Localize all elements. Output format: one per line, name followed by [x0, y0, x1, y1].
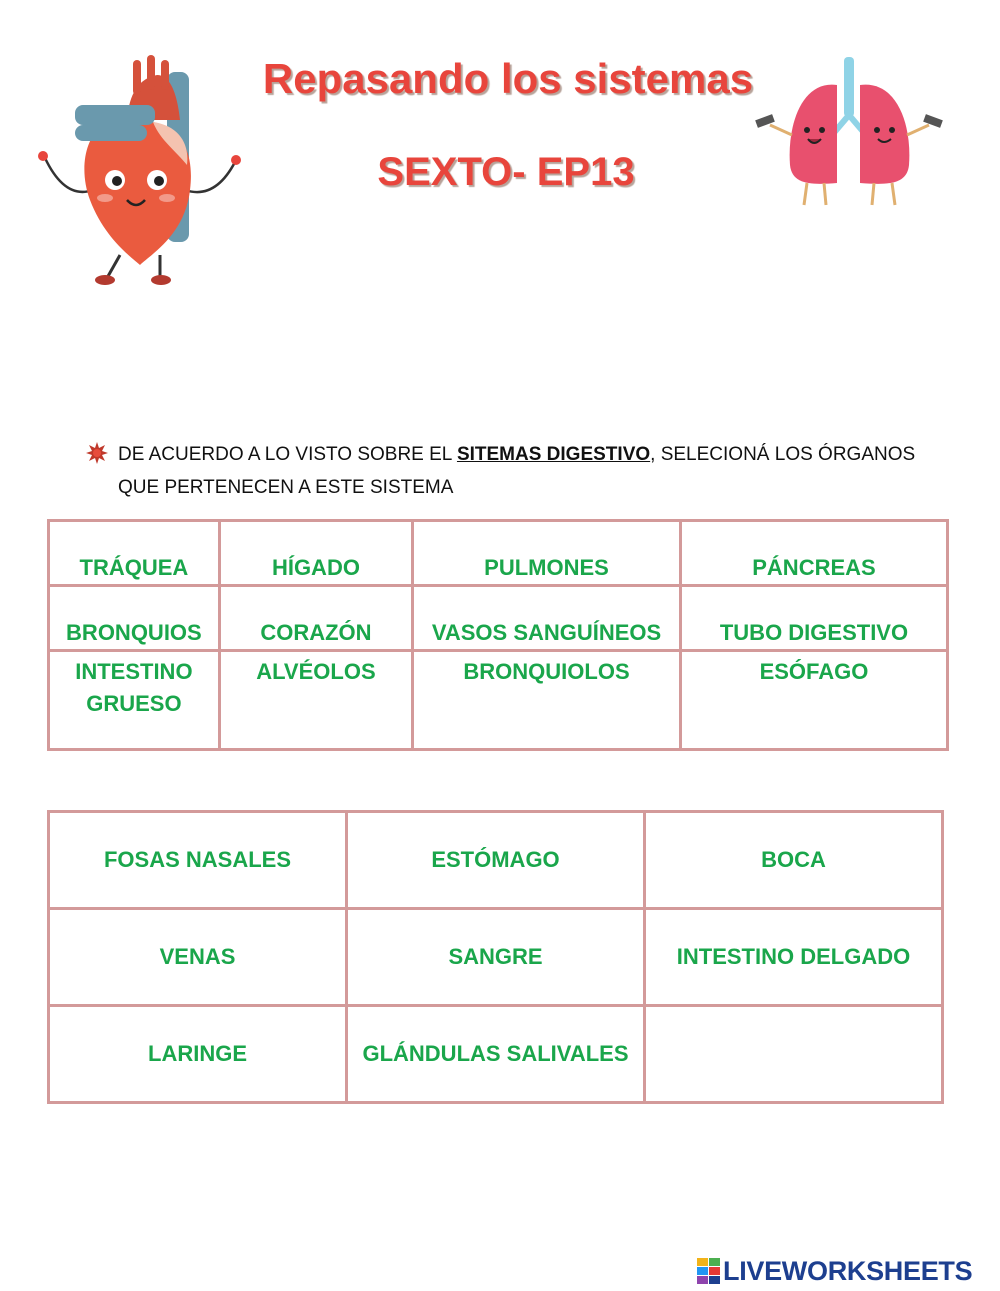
- options-table-2: [47, 810, 944, 1104]
- starburst-icon: [86, 442, 108, 464]
- option-cell[interactable]: BRONQUIOLOS: [413, 651, 681, 750]
- option-cell[interactable]: SANGRE: [347, 909, 645, 1006]
- option-cell[interactable]: INTESTINO DELGADO: [645, 909, 943, 1006]
- logo-text: LIVEWORKSHEETS: [723, 1255, 973, 1286]
- option-cell[interactable]: VENAS: [49, 909, 347, 1006]
- option-cell[interactable]: BRONQUIOS: [49, 586, 220, 651]
- worksheet-title: Repasando los sistemas: [262, 55, 754, 102]
- option-cell[interactable]: CORAZÓN: [219, 586, 412, 651]
- option-cell[interactable]: PÁNCREAS: [680, 521, 947, 586]
- option-cell[interactable]: ALVÉOLOS: [219, 651, 412, 750]
- option-cell[interactable]: VASOS SANGUÍNEOS: [413, 586, 681, 651]
- option-cell[interactable]: HÍGADO: [219, 521, 412, 586]
- option-cell[interactable]: BOCA: [645, 812, 943, 909]
- option-cell[interactable]: ESÓFAGO: [680, 651, 947, 750]
- option-cell[interactable]: ESTÓMAGO: [347, 812, 645, 909]
- option-cell[interactable]: TUBO DIGESTIVO: [680, 586, 947, 651]
- liveworksheets-logo: [697, 1254, 972, 1288]
- option-cell[interactable]: INTESTINO GRUESO: [49, 651, 220, 750]
- logo-blocks-icon: [697, 1258, 721, 1284]
- option-cell[interactable]: GLÁNDULAS SALIVALES: [347, 1006, 645, 1103]
- instruction-text: DE ACUERDO A LO VISTO SOBRE EL SITEMAS DIGESTIVO, SELECIONÁ LOS ÓRGANOS QUE PERTENECEN A ESTE SISTEMA: [118, 444, 916, 498]
- instruction: [90, 438, 950, 504]
- option-cell[interactable]: LARINGE: [49, 1006, 347, 1103]
- empty-cell: [645, 1006, 943, 1103]
- worksheet-subtitle: SEXTO- EP13: [377, 150, 635, 194]
- options-table-1: [47, 519, 949, 751]
- option-cell[interactable]: TRÁQUEA: [49, 521, 220, 586]
- instruction-emphasis: SITEMAS DIGESTIVO: [456, 444, 651, 465]
- option-cell[interactable]: PULMONES: [413, 521, 681, 586]
- lungs-character-illustration: [752, 55, 947, 215]
- option-cell[interactable]: FOSAS NASALES: [49, 812, 347, 909]
